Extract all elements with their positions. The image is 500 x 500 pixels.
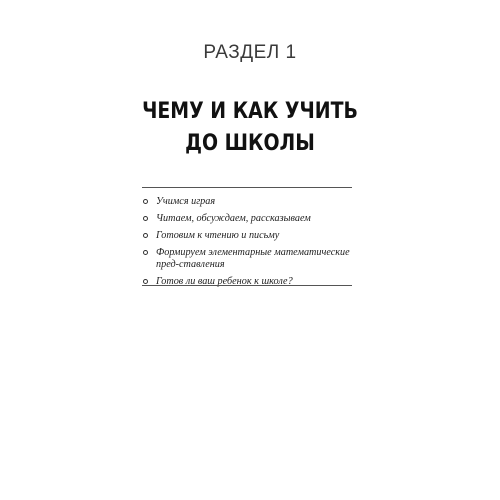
section-label: РАЗДЕЛ 1 [203, 42, 297, 63]
chapter-title-line-2: ДО ШКОЛЫ [185, 131, 315, 156]
list-item [142, 230, 357, 242]
hollow-circle-icon [143, 199, 148, 204]
list-item [142, 213, 357, 225]
top-divider [142, 187, 352, 188]
list-item-label: Формируем элементарные математические пред-ставления [156, 247, 350, 270]
chapter-title-line-1: ЧЕМУ И КАК УЧИТЬ [142, 99, 358, 124]
chapter-title [35, 96, 465, 160]
hollow-circle-icon [143, 233, 148, 238]
list-item [142, 247, 357, 271]
list-item-label: Читаем, обсуждаем, рассказываем [156, 213, 311, 224]
list-item-label: Учимся играя [156, 196, 216, 207]
section-contents-list [142, 196, 357, 293]
bottom-divider [142, 285, 352, 286]
hollow-circle-icon [143, 279, 148, 284]
hollow-circle-icon [143, 216, 148, 221]
list-item [142, 196, 357, 208]
list-item [142, 276, 357, 288]
list-item-label: Готов ли ваш ребенок к школе? [156, 276, 293, 287]
hollow-circle-icon [143, 250, 148, 255]
list-item-label: Готовим к чтению и письму [156, 230, 280, 241]
